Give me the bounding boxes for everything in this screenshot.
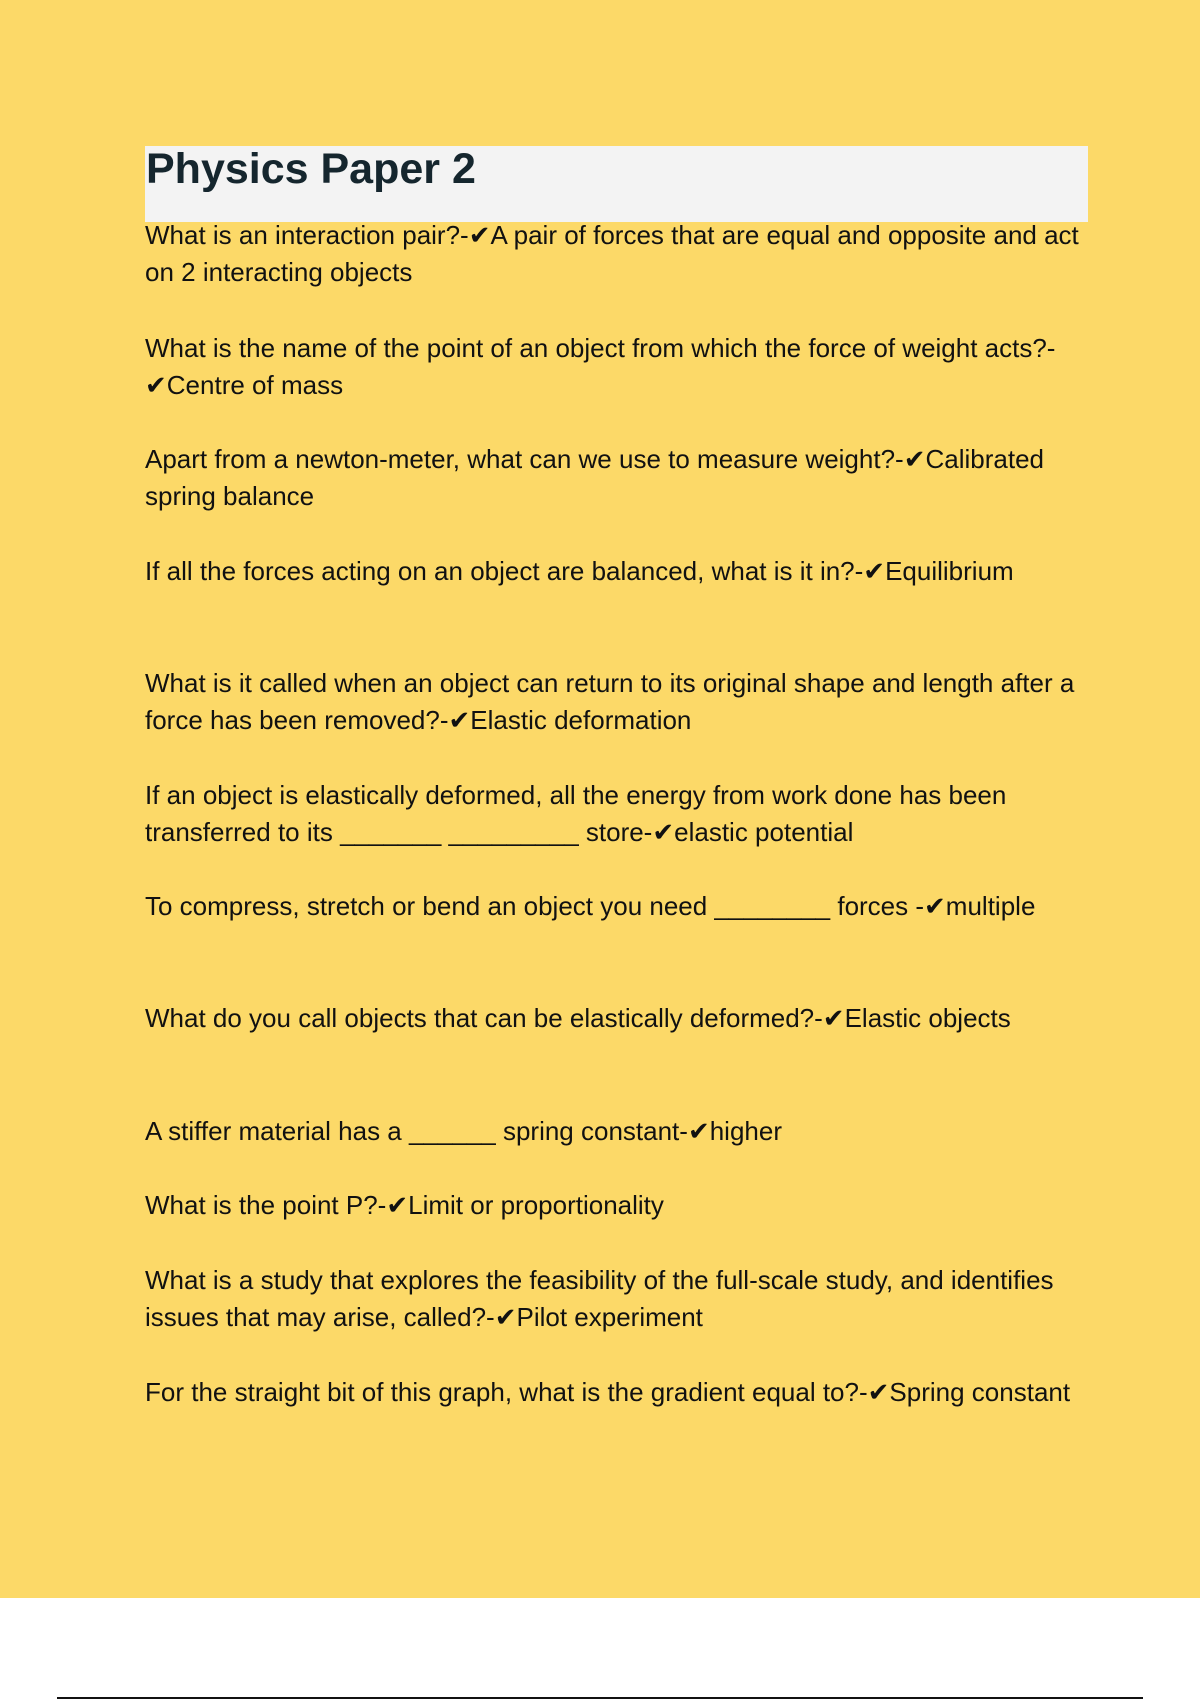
qa-item-5: What is it called when an object can return to its original shape and length after a force has been removed?-✔Elastic deformation (145, 668, 1075, 735)
qa-item-11: What is a study that explores the feasibility of the full-scale study, and identifies issues that may arise, called?-✔Pilot experiment (145, 1265, 1054, 1332)
qa-item-6: If an object is elastically deformed, all the energy from work done has been transferred to its _______ _________ store-✔elastic potential (145, 780, 1007, 847)
qa-item-12: For the straight bit of this graph, what is the gradient equal to?-✔Spring constant (145, 1377, 1071, 1407)
qa-item-3: Apart from a newton-meter, what can we use to measure weight?-✔Calibrated spring balance (145, 444, 1044, 511)
qa-item-8: What do you call objects that can be elastically deformed?-✔Elastic objects (145, 1003, 1011, 1033)
qa-item-1: What is an interaction pair?-✔A pair of forces that are equal and opposite and act on 2 interacting objects (145, 220, 1079, 287)
qa-item-9: A stiffer material has a ______ spring constant-✔higher (145, 1116, 782, 1146)
qa-item-4: If all the forces acting on an object are balanced, what is it in?-✔Equilibrium (145, 556, 1014, 586)
qa-item-2: What is the name of the point of an object from which the force of weight acts?-✔Centre of mass (145, 333, 1056, 400)
document-title: Physics Paper 2 (146, 145, 476, 193)
footer-divider (57, 1697, 1143, 1699)
qa-item-7: To compress, stretch or bend an object you need ________ forces -✔multiple (145, 891, 1036, 921)
qa-item-10: What is the point P?-✔Limit or proportionality (145, 1190, 664, 1220)
